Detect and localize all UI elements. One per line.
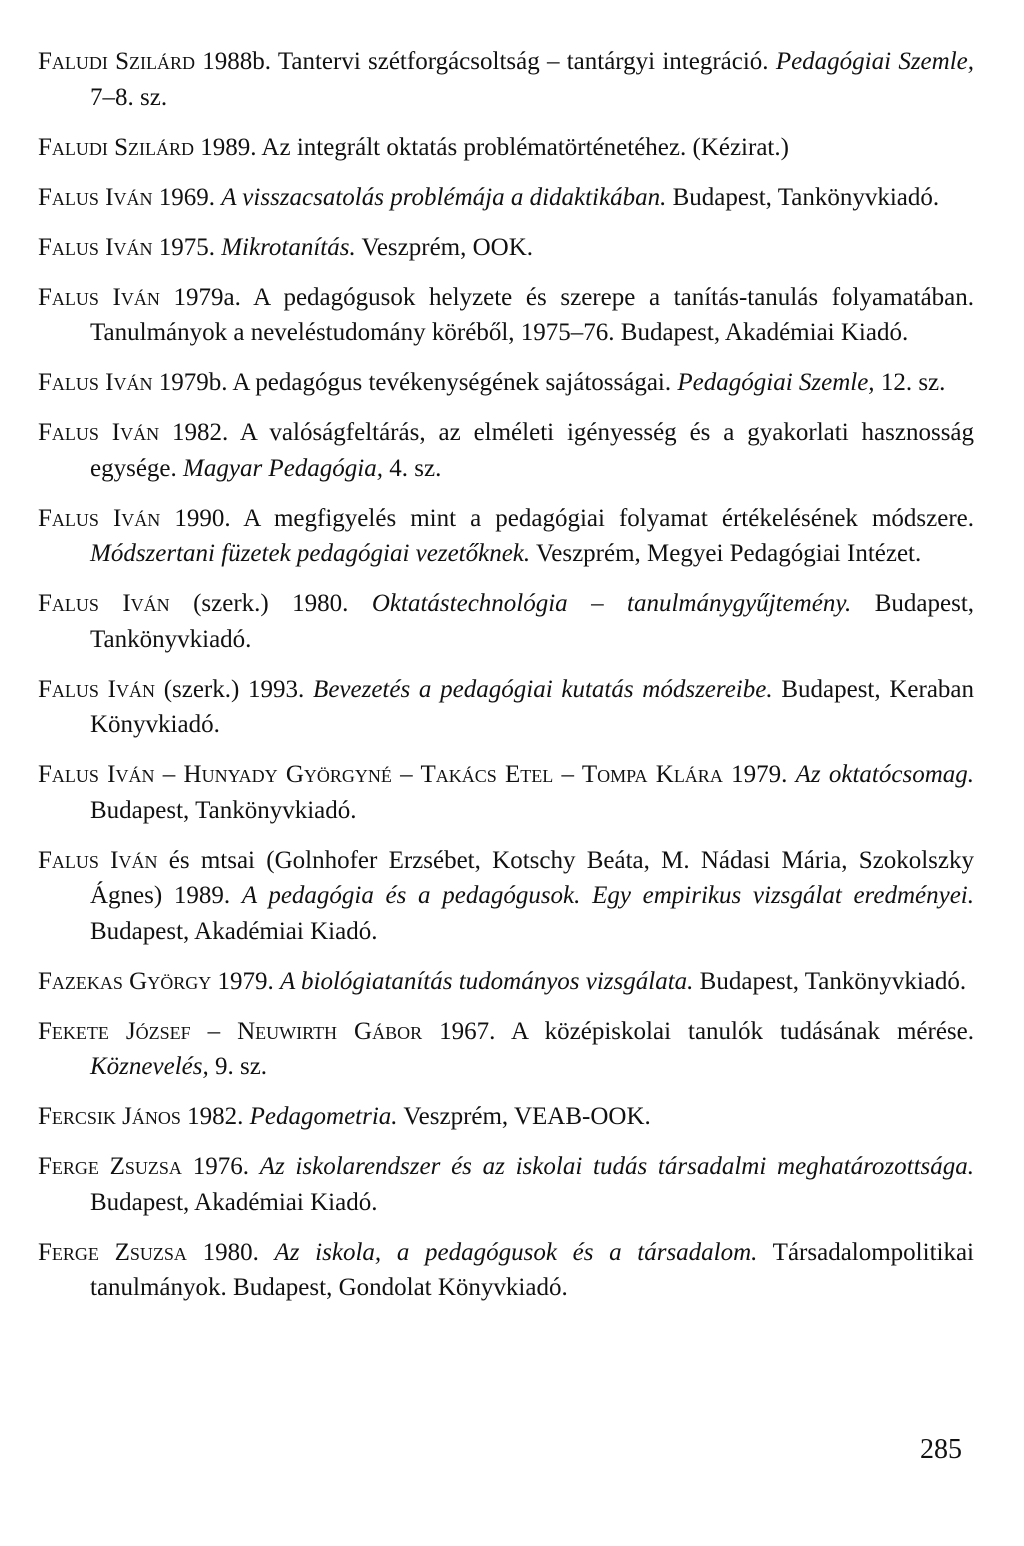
entry-year: 1979b. <box>158 369 228 396</box>
entry-year: 1989. <box>200 133 257 161</box>
entry-author: Falus Iván <box>38 233 153 261</box>
entry-italic-title: Oktatástechnológia – tanulmánygyűjtemény. <box>371 590 852 617</box>
bibliography-entry <box>38 1099 974 1135</box>
entry-author: Falus Iván <box>38 675 155 703</box>
entry-author: Faludi Szilárd <box>38 48 196 75</box>
bibliography-entry <box>38 280 974 351</box>
entry-text: A pedagógusok helyzete és szerepe a tanítás-tanulás folyamatában. Tanulmányok a neveléstudomány köréből, 1975–76. Budapest, Akadémiai Kiadó. <box>90 283 975 346</box>
entry-author: Fazekas György <box>38 967 212 995</box>
entry-year: 1975. <box>158 233 215 261</box>
entry-author: Faludi Szilárd <box>38 133 195 161</box>
entry-text: 9. sz. <box>214 1053 268 1080</box>
entry-text: Veszprém, OOK. <box>361 233 534 261</box>
bibliography-entry <box>38 843 974 950</box>
entry-author: Falus Iván <box>38 283 160 311</box>
bibliography-entry <box>38 1149 974 1220</box>
bibliography-entry <box>38 180 974 216</box>
entry-author: Ferge Zsuzsa <box>38 1153 182 1180</box>
entry-author: Falus Iván <box>38 590 170 617</box>
bibliography-entry <box>38 586 974 657</box>
entry-year: 1979. <box>217 967 274 995</box>
entry-author: Fercsik János <box>38 1103 181 1130</box>
entry-text: Budapest, Tankönyvkiadó. <box>672 183 940 211</box>
bibliography-entry <box>38 365 974 401</box>
entry-year: 1979. <box>731 761 788 788</box>
entry-text: A pedagógus tevékenységének sajátosságai. <box>232 369 672 396</box>
entry-year: 1990. <box>174 504 231 532</box>
entry-author: Falus Iván <box>38 846 158 874</box>
bibliography-entry <box>38 44 974 115</box>
entry-year: 1982. <box>187 1103 244 1130</box>
entry-text: A középiskolai tanulók tudásának mérése. <box>511 1017 975 1045</box>
entry-text: Budapest, Akadémiai Kiadó. <box>90 1188 378 1216</box>
entry-italic-title: Mikrotanítás. <box>221 233 356 261</box>
entry-text: Az integrált oktatás problématörténetéhez. (Kézirat.) <box>261 133 789 161</box>
entry-italic-title: Pedagógiai Szemle, <box>677 369 875 396</box>
entry-year: 1988b. <box>202 48 272 75</box>
bibliography-entry <box>38 230 974 266</box>
entry-text: Budapest, Tankönyvkiadó. <box>90 590 975 653</box>
entry-italic-title: Pedagometria. <box>249 1103 398 1130</box>
bibliography-entry <box>38 964 974 1000</box>
entry-text: 4. sz. <box>389 454 442 482</box>
entry-text: A valóságfeltárás, az elméleti igényesség és a gyakorlati hasznosság egysége. <box>90 419 975 482</box>
page-number: 285 <box>920 1434 962 1465</box>
entry-italic-title: Módszertani füzetek pedagógiai vezetőknek. <box>90 540 531 567</box>
entry-text: A megfigyelés mint a pedagógiai folyamat értékelésének módszere. <box>243 504 975 532</box>
entry-italic-title: Magyar Pedagógia, <box>183 454 383 482</box>
entry-text: Budapest, Akadémiai Kiadó. <box>90 917 378 945</box>
bibliography-entry <box>38 415 974 486</box>
entry-author: Falus Iván <box>38 183 153 211</box>
entry-italic-title: A pedagógia és a pedagógusok. Egy empirikus vizsgálat eredményei. <box>241 882 974 909</box>
entry-italic-title: Bevezetés a pedagógiai kutatás módszereibe. <box>313 675 773 703</box>
entry-text: Budapest, Tankönyvkiadó. <box>90 796 357 824</box>
entry-author: Ferge Zsuzsa <box>38 1238 187 1266</box>
entry-year: 1976. <box>192 1153 249 1180</box>
entry-text: Veszprém, Megyei Pedagógiai Intézet. <box>535 540 922 567</box>
entry-text: Társadalompolitikai tanulmányok. Budapest, Gondolat Könyvkiadó. <box>90 1238 975 1301</box>
entry-year: 1979a. <box>173 283 241 311</box>
entry-text: Tantervi szétforgácsoltság – tantárgyi integráció. <box>277 48 769 75</box>
bibliography-entry <box>38 130 974 166</box>
entry-text: Budapest, Tankönyvkiadó. <box>699 967 967 995</box>
entry-text: Veszprém, VEAB-OOK. <box>403 1103 651 1130</box>
entry-text: 12. sz. <box>880 369 946 396</box>
entry-author: Falus Iván <box>38 369 153 396</box>
bibliography-entry <box>38 1235 974 1306</box>
bibliography-entry <box>38 1014 974 1085</box>
entry-italic-title: A visszacsatolás problémája a didaktikában. <box>221 183 667 211</box>
entry-author: Falus Iván <box>38 419 160 446</box>
entry-italic-title: A biológiatanítás tudományos vizsgálata. <box>279 967 694 995</box>
entry-year: és mtsai (Golnhofer Erzsébet, Kotschy Beáta, M. Nádasi Mária, Szokolszky Ágnes) 1989. <box>90 846 975 909</box>
entry-year: (szerk.) 1993. <box>163 675 305 703</box>
bibliography-entry <box>38 672 974 743</box>
entry-italic-title: Pedagógiai Szemle, <box>775 48 974 75</box>
entry-text: Budapest, Keraban Könyvkiadó. <box>90 675 975 738</box>
entry-italic-title: Az iskola, a pedagógusok és a társadalom. <box>274 1238 758 1266</box>
entry-italic-title: Az iskolarendszer és az iskolai tudás társadalmi meghatározottsága. <box>259 1153 975 1180</box>
entry-author: Fekete József – Neuwirth Gábor <box>38 1017 423 1045</box>
bibliography-entry <box>38 757 974 828</box>
bibliography-entry <box>38 501 974 572</box>
entry-author: Falus Iván – Hunyady Györgyné – Takács Etel – Tompa Klára <box>38 761 723 788</box>
entry-year: 1967. <box>439 1017 496 1045</box>
entry-year: 1980. <box>202 1238 259 1266</box>
entry-year: 1969. <box>158 183 215 211</box>
entry-italic-title: Az oktatócsomag. <box>795 761 974 788</box>
entry-year: (szerk.) 1980. <box>193 590 349 617</box>
bibliography-list <box>38 44 974 1320</box>
entry-italic-title: Köznevelés, <box>90 1053 209 1080</box>
entry-author: Falus Iván <box>38 504 161 532</box>
entry-text: 7–8. sz. <box>90 83 168 111</box>
entry-year: 1982. <box>172 419 229 446</box>
